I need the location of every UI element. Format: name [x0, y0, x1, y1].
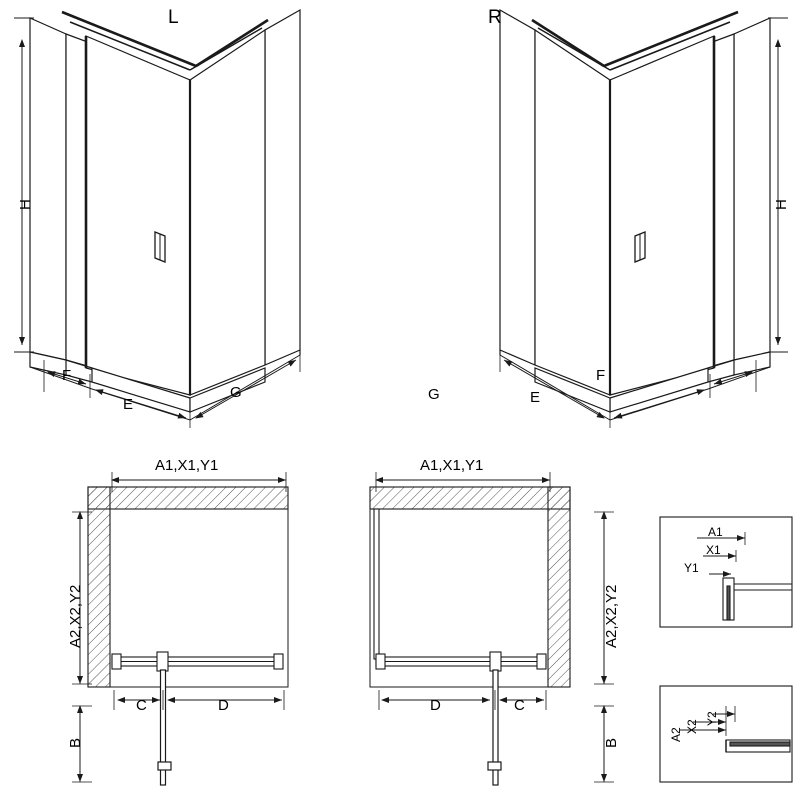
label-base-f-right: F	[596, 367, 606, 384]
label-height-right: H	[773, 199, 790, 210]
label-base-e-left: E	[123, 396, 134, 413]
detail-box-top	[660, 517, 792, 627]
label-detail-y2: Y2	[705, 711, 719, 726]
plan-view-left	[88, 487, 288, 785]
label-plan-right-top-dim: A1,X1,Y1	[420, 457, 484, 474]
label-plan-right-d: D	[430, 697, 441, 714]
label-plan-right-c: C	[514, 697, 525, 714]
label-base-f-left: F	[62, 367, 72, 384]
label-plan-right-b: B	[603, 737, 620, 748]
label-detail-x1: X1	[706, 543, 721, 557]
label-plan-left-c: C	[136, 697, 147, 714]
label-detail-x2: X2	[685, 719, 699, 734]
label-base-g-right: G	[428, 386, 440, 403]
label-height-left: H	[17, 199, 34, 210]
iso-view-left	[30, 7, 300, 420]
label-base-e-right: E	[530, 389, 541, 406]
label-plan-left-d: D	[218, 697, 229, 714]
label-plan-left-top-dim: A1,X1,Y1	[155, 457, 219, 474]
label-detail-a2: A2	[669, 727, 683, 742]
label-plan-left-side-dim: A2,X2,Y2	[67, 584, 84, 648]
label-detail-a1: A1	[708, 525, 723, 539]
label-base-g-left: G	[230, 384, 242, 401]
label-detail-y1: Y1	[684, 561, 699, 575]
iso-view-right	[500, 10, 770, 420]
label-variant-left: L	[168, 7, 179, 28]
label-variant-right: R	[488, 7, 502, 28]
label-plan-right-side-dim: A2,X2,Y2	[603, 584, 620, 648]
dimension-h-right	[768, 18, 788, 352]
plan-view-right	[370, 487, 570, 785]
label-plan-left-b: B	[67, 737, 84, 748]
